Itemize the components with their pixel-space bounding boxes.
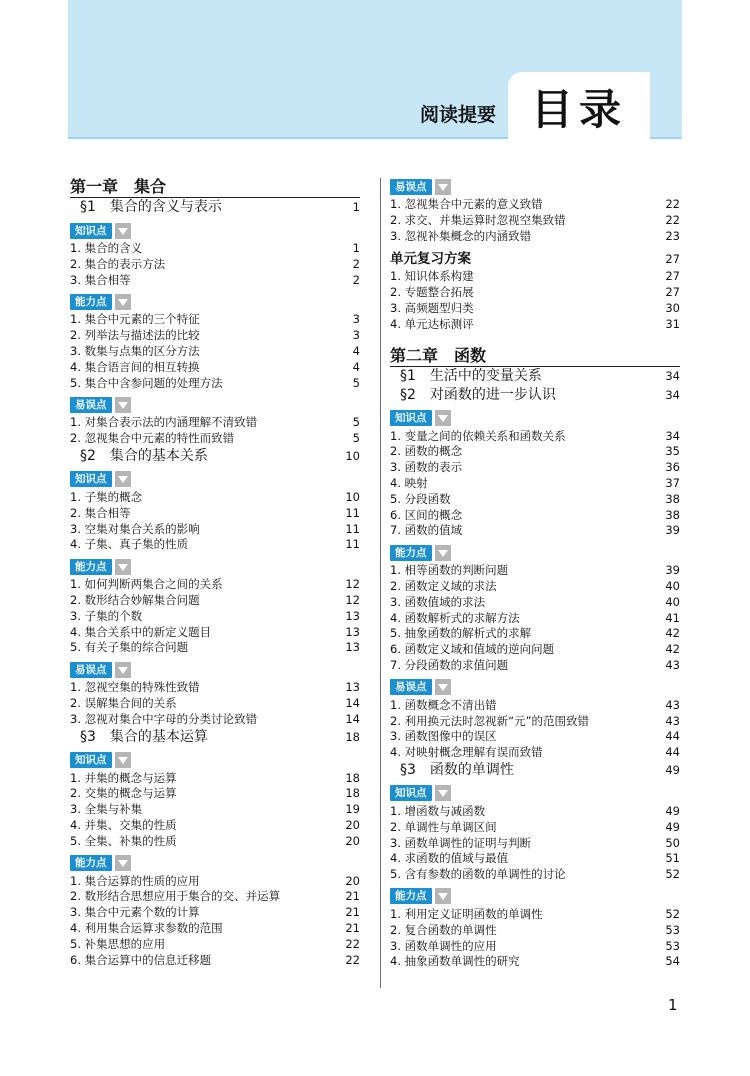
page-title: 目录 <box>530 85 627 134</box>
page-ref: 18 <box>345 770 360 785</box>
arrow-down-icon <box>115 397 131 413</box>
toc-entry[interactable] <box>390 285 680 301</box>
page-ref: 20 <box>345 833 360 848</box>
toc-entry[interactable] <box>70 506 360 522</box>
page-ref: 27 <box>665 269 680 284</box>
page-ref: 18 <box>345 729 360 744</box>
toc-entry-title: 3. 全集与补集 <box>70 802 143 817</box>
category-header <box>70 471 360 488</box>
toc-entry-title: 7. 函数的值域 <box>390 523 463 538</box>
category-header <box>390 178 680 195</box>
toc-entry-title: 2. 利用换元法时忽视新“元”的范围致错 <box>390 713 590 728</box>
category-badge: 知识点 <box>70 471 112 487</box>
arrow-down-icon <box>115 662 131 678</box>
section-title: §3 函数的单调性 <box>400 761 514 778</box>
toc-entry-title: 6. 函数定义域和值域的逆向问题 <box>390 642 555 657</box>
page-ref: 21 <box>345 920 360 935</box>
page-ref: 21 <box>345 905 360 920</box>
category-badge: 知识点 <box>70 223 112 239</box>
toc-entry[interactable] <box>70 625 360 641</box>
page-ref: 35 <box>665 444 680 459</box>
page-ref: 3 <box>352 328 360 343</box>
page-ref: 53 <box>665 938 680 953</box>
category-header <box>70 558 360 575</box>
toc-entry-title: 4. 子集、真子集的性质 <box>70 537 189 552</box>
toc-entry[interactable] <box>70 241 360 257</box>
category-header <box>70 752 360 769</box>
toc-entry[interactable] <box>70 415 360 431</box>
page-ref: 12 <box>345 577 360 592</box>
toc-entry[interactable] <box>70 874 360 890</box>
page-ref: 4 <box>352 359 360 374</box>
toc-entry-title: 1. 变量之间的依赖关系和函数关系 <box>390 428 566 443</box>
toc-entry-title: 4. 映射 <box>390 475 428 490</box>
toc-entry-title: 1. 相等函数的判断问题 <box>390 563 509 578</box>
toc-entry-title: 6. 集合运算中的信息迁移题 <box>70 952 212 967</box>
page-ref: 39 <box>665 563 680 578</box>
arrow-down-icon <box>435 679 451 695</box>
section-entry[interactable] <box>70 728 360 747</box>
page-ref: 42 <box>665 642 680 657</box>
toc-entry[interactable] <box>70 905 360 921</box>
toc-entry[interactable] <box>390 642 680 658</box>
toc-entry-title: 3. 数集与点集的区分方法 <box>70 343 200 358</box>
page-number: 1 <box>668 996 678 1014</box>
page-ref: 5 <box>352 431 360 446</box>
toc-entry-title: 7. 分段函数的求值问题 <box>390 657 509 672</box>
toc-entry[interactable] <box>70 953 360 969</box>
category-badge: 易误点 <box>390 179 432 195</box>
section-entry[interactable] <box>390 367 680 386</box>
page-ref: 10 <box>345 448 360 463</box>
toc-entry[interactable] <box>390 444 680 460</box>
category-badge: 知识点 <box>390 410 432 426</box>
toc-entry-title: 2. 列举法与描述法的比较 <box>70 328 200 343</box>
reading-guide-label: 阅读提要 <box>420 104 497 126</box>
toc-entry-title: 3. 集合相等 <box>70 272 131 287</box>
toc-entry[interactable] <box>70 431 360 447</box>
toc-entry[interactable] <box>70 344 360 360</box>
toc-entry-title: 3. 空集对集合关系的影响 <box>70 521 200 536</box>
page-ref: 1 <box>352 200 360 214</box>
page-ref: 38 <box>665 491 680 506</box>
page-ref: 52 <box>665 906 680 921</box>
page-ref: 30 <box>665 300 680 315</box>
toc-entry[interactable] <box>390 508 680 524</box>
page-ref: 43 <box>665 697 680 712</box>
category-badge: 能力点 <box>70 559 112 575</box>
chapter-title: 第二章 函数 <box>390 345 487 365</box>
toc-entry[interactable] <box>390 851 680 867</box>
toc-entry-title: 1. 函数概念不清出错 <box>390 697 497 712</box>
toc-entry-title: 3. 忽视对集合中字母的分类讨论致错 <box>70 711 258 726</box>
page-ref: 54 <box>665 954 680 969</box>
category-badge: 知识点 <box>70 752 112 768</box>
category-header <box>70 293 360 310</box>
toc-left-column <box>70 176 360 968</box>
page-ref: 43 <box>665 657 680 672</box>
category-badge: 易误点 <box>390 679 432 695</box>
page-ref: 43 <box>665 713 680 728</box>
toc-entry[interactable] <box>70 257 360 273</box>
category-header <box>390 544 680 561</box>
page-ref: 12 <box>345 592 360 607</box>
page-ref: 1 <box>352 241 360 255</box>
category-badge: 能力点 <box>390 888 432 904</box>
toc-entry[interactable] <box>70 490 360 506</box>
category-header <box>390 410 680 427</box>
toc-entry[interactable] <box>70 696 360 712</box>
toc-entry[interactable] <box>70 802 360 818</box>
toc-entry[interactable] <box>390 658 680 674</box>
toc-entry[interactable] <box>390 269 680 285</box>
toc-entry-title: 3. 函数值域的求法 <box>390 594 486 609</box>
category-header <box>390 679 680 696</box>
page-ref: 11 <box>345 505 360 520</box>
toc-entry[interactable] <box>390 301 680 317</box>
toc-entry-title: 2. 函数定义域的求法 <box>390 578 497 593</box>
toc-entry-title: 1. 集合的含义 <box>70 241 143 255</box>
page-ref: 49 <box>665 803 680 818</box>
toc-entry-title: 2. 数形结合思想应用于集合的交、并运算 <box>70 889 281 904</box>
toc-entry-title: 1. 知识体系构建 <box>390 269 474 284</box>
arrow-down-icon <box>435 545 451 561</box>
toc-entry-title: 3. 忽视补集概念的内涵致错 <box>390 228 532 243</box>
page-ref: 5 <box>352 415 360 430</box>
toc-entry-title: 5. 含有参数的函数的单调性的讨论 <box>390 867 566 882</box>
toc-entry-title: 4. 并集、交集的性质 <box>70 817 177 832</box>
toc-entry[interactable] <box>390 523 680 539</box>
toc-entry[interactable] <box>70 921 360 937</box>
section-entry[interactable] <box>70 447 360 466</box>
arrow-down-icon <box>115 855 131 871</box>
toc-entry-title: 4. 求函数的值域与最值 <box>390 851 509 866</box>
category-badge: 知识点 <box>390 785 432 801</box>
page-ref: 22 <box>665 212 680 227</box>
toc-entry[interactable] <box>390 229 680 245</box>
arrow-down-icon <box>115 294 131 310</box>
toc-entry-title: 3. 高频题型归类 <box>390 300 474 315</box>
page-ref: 22 <box>665 197 680 211</box>
toc-entry[interactable] <box>70 937 360 953</box>
toc-entry-title: 4. 集合语言间的相互转换 <box>70 359 200 374</box>
toc-entry[interactable] <box>390 563 680 579</box>
arrow-down-icon <box>435 179 451 195</box>
category-badge: 能力点 <box>390 545 432 561</box>
toc-entry-title: 4. 单元达标测评 <box>390 316 474 331</box>
toc-entry[interactable] <box>70 818 360 834</box>
chapter-heading[interactable] <box>390 345 680 367</box>
toc-entry[interactable] <box>390 714 680 730</box>
section-entry[interactable] <box>390 761 680 780</box>
toc-entry-title: 1. 子集的概念 <box>70 489 143 504</box>
section-title: §1 生活中的变量关系 <box>400 367 542 384</box>
toc-entry-title: 5. 集合中含参问题的处理方法 <box>70 375 223 390</box>
toc-entry[interactable] <box>70 537 360 553</box>
toc-right-column <box>390 176 680 970</box>
page-ref: 14 <box>345 695 360 710</box>
toc-entry[interactable] <box>390 867 680 883</box>
unit-review-title: 单元复习方案 <box>390 251 471 268</box>
page-ref: 13 <box>345 624 360 639</box>
arrow-down-icon <box>115 559 131 575</box>
toc-entry-title: 3. 子集的个数 <box>70 608 143 623</box>
unit-review-heading[interactable] <box>390 250 680 269</box>
page-ref: 44 <box>665 729 680 744</box>
toc-entry[interactable] <box>390 429 680 445</box>
page-ref: 49 <box>665 762 680 777</box>
toc-entry[interactable] <box>390 954 680 970</box>
page-ref: 36 <box>665 460 680 475</box>
toc-entry-title: 2. 复合函数的单调性 <box>390 922 497 937</box>
toc-entry-title: 2. 单调性与单调区间 <box>390 819 497 834</box>
category-badge: 易误点 <box>70 662 112 678</box>
page-ref: 21 <box>345 889 360 904</box>
category-header <box>390 888 680 905</box>
toc-entry-title: 4. 抽象函数单调性的研究 <box>390 954 520 969</box>
page-ref: 14 <box>345 711 360 726</box>
page-ref: 27 <box>665 285 680 300</box>
toc-entry-title: 2. 求交、并集运算时忽视空集致错 <box>390 212 566 227</box>
page-ref: 52 <box>665 867 680 882</box>
toc-entry-title: 3. 函数的表示 <box>390 460 463 475</box>
toc-entry[interactable] <box>70 609 360 625</box>
toc-entry-title: 1. 利用定义证明函数的单调性 <box>390 906 543 921</box>
page-ref: 11 <box>345 521 360 536</box>
toc-entry-title: 2. 函数的概念 <box>390 444 463 459</box>
toc-entry[interactable] <box>70 522 360 538</box>
toc-entry[interactable] <box>70 786 360 802</box>
page-ref: 40 <box>665 578 680 593</box>
page-ref: 50 <box>665 835 680 850</box>
category-badge: 易误点 <box>70 397 112 413</box>
page-ref: 51 <box>665 851 680 866</box>
toc-entry[interactable] <box>390 745 680 761</box>
section-title: §2 对函数的进一步认识 <box>400 386 556 403</box>
toc-entry-title: 1. 增函数与减函数 <box>390 803 486 818</box>
section-entry[interactable] <box>70 198 360 217</box>
toc-entry-title: 1. 集合中元素的三个特征 <box>70 312 200 327</box>
section-title: §2 集合的基本关系 <box>80 447 208 464</box>
toc-entry[interactable] <box>390 492 680 508</box>
page-ref: 13 <box>345 608 360 623</box>
page-ref: 13 <box>345 680 360 695</box>
toc-entry-title: 3. 函数单调性的应用 <box>390 938 497 953</box>
toc-entry[interactable] <box>390 923 680 939</box>
page-ref: 19 <box>345 802 360 817</box>
page-ref: 23 <box>665 228 680 243</box>
toc-entry[interactable] <box>70 640 360 656</box>
toc-entry-title: 5. 补集思想的应用 <box>70 936 166 951</box>
toc-entry-title: 2. 数形结合妙解集合问题 <box>70 592 200 607</box>
category-header <box>70 396 360 413</box>
toc-entry[interactable] <box>390 579 680 595</box>
section-title: §3 集合的基本运算 <box>80 728 208 745</box>
page-ref: 41 <box>665 610 680 625</box>
page-ref: 22 <box>345 936 360 951</box>
toc-entry[interactable] <box>70 593 360 609</box>
page-ref: 34 <box>665 387 680 402</box>
toc-entry-title: 4. 利用集合运算求参数的范围 <box>70 920 223 935</box>
toc-entry[interactable] <box>390 907 680 923</box>
toc-entry-title: 2. 集合的表示方法 <box>70 256 166 271</box>
page-ref: 34 <box>665 368 680 383</box>
toc-entry[interactable] <box>70 712 360 728</box>
section-entry[interactable] <box>390 386 680 405</box>
toc-entry[interactable] <box>70 834 360 850</box>
page-ref: 2 <box>352 256 360 271</box>
toc-entry-title: 2. 忽视集合中元素的特性而致错 <box>70 431 235 446</box>
toc-entry-title: 4. 对映射概念理解有误而致错 <box>390 745 543 760</box>
toc-entry[interactable] <box>70 376 360 392</box>
toc-entry-title: 5. 有关子集的综合问题 <box>70 640 189 655</box>
toc-entry-title: 2. 误解集合间的关系 <box>70 695 177 710</box>
page-ref: 2 <box>352 272 360 287</box>
toc-entry[interactable] <box>390 476 680 492</box>
toc-entry[interactable] <box>390 836 680 852</box>
page-ref: 27 <box>665 252 680 267</box>
page-ref: 20 <box>345 817 360 832</box>
toc-entry-title: 6. 区间的概念 <box>390 507 463 522</box>
arrow-down-icon <box>435 888 451 904</box>
arrow-down-icon <box>115 471 131 487</box>
title-box <box>508 72 650 142</box>
page-ref: 38 <box>665 507 680 522</box>
toc-entry[interactable] <box>390 197 680 213</box>
toc-entry[interactable] <box>70 680 360 696</box>
page-ref: 40 <box>665 594 680 609</box>
toc-entry-title: 1. 如何判断两集合之间的关系 <box>70 577 223 592</box>
toc-entry-title: 2. 专题整合拓展 <box>390 285 474 300</box>
chapter-title: 第一章 集合 <box>70 177 167 196</box>
toc-entry-title: 1. 对集合表示法的内涵理解不清致错 <box>70 415 258 430</box>
toc-entry-title: 4. 函数解析式的求解方法 <box>390 610 520 625</box>
page-ref: 4 <box>352 343 360 358</box>
page-ref: 20 <box>345 873 360 888</box>
page-ref: 44 <box>665 745 680 760</box>
category-badge: 能力点 <box>70 294 112 310</box>
page-ref: 39 <box>665 523 680 538</box>
toc-entry-title: 3. 集合中元素个数的计算 <box>70 905 200 920</box>
page-ref: 11 <box>345 537 360 552</box>
toc-entry[interactable] <box>390 820 680 836</box>
toc-entry-title: 1. 并集的概念与运算 <box>70 770 177 785</box>
toc-entry-title: 2. 集合相等 <box>70 505 131 520</box>
toc-entry[interactable] <box>390 460 680 476</box>
page-ref: 13 <box>345 640 360 655</box>
toc-entry[interactable] <box>390 611 680 627</box>
toc-entry[interactable] <box>70 360 360 376</box>
toc-entry[interactable] <box>390 626 680 642</box>
page-ref: 42 <box>665 626 680 641</box>
page-ref: 37 <box>665 475 680 490</box>
arrow-down-icon <box>115 223 131 239</box>
toc-entry[interactable] <box>390 729 680 745</box>
toc-entry[interactable] <box>70 889 360 905</box>
arrow-down-icon <box>435 410 451 426</box>
page-ref: 18 <box>345 786 360 801</box>
toc-entry[interactable] <box>390 595 680 611</box>
category-header <box>70 222 360 239</box>
category-header <box>70 855 360 872</box>
section-title: §1 集合的含义与表示 <box>80 199 222 215</box>
toc-entry-title: 1. 忽视集合中元素的意义致错 <box>390 197 543 211</box>
arrow-down-icon <box>435 785 451 801</box>
toc-entry-title: 3. 函数图像中的误区 <box>390 729 497 744</box>
toc-entry-title: 4. 集合关系中的新定义题目 <box>70 624 212 639</box>
toc-entry[interactable] <box>70 771 360 787</box>
page-ref: 31 <box>665 316 680 331</box>
toc-entry[interactable] <box>70 312 360 328</box>
category-header <box>390 785 680 802</box>
page-ref: 10 <box>345 489 360 504</box>
page-ref: 3 <box>352 312 360 327</box>
toc-entry[interactable] <box>390 939 680 955</box>
page-ref: 5 <box>352 375 360 390</box>
toc-entry[interactable] <box>390 213 680 229</box>
toc-entry[interactable] <box>390 698 680 714</box>
toc-entry-title: 1. 忽视空集的特殊性致错 <box>70 680 200 695</box>
page-ref: 49 <box>665 819 680 834</box>
column-divider <box>380 178 381 988</box>
toc-entry[interactable] <box>390 804 680 820</box>
chapter-heading[interactable] <box>70 176 360 198</box>
toc-entry[interactable] <box>70 328 360 344</box>
toc-entry-title: 5. 分段函数 <box>390 491 451 506</box>
toc-entry-title: 5. 抽象函数的解析式的求解 <box>390 626 532 641</box>
toc-entry[interactable] <box>70 577 360 593</box>
category-badge: 能力点 <box>70 855 112 871</box>
arrow-down-icon <box>115 752 131 768</box>
toc-entry-title: 1. 集合运算的性质的应用 <box>70 873 200 888</box>
category-header <box>70 661 360 678</box>
toc-entry-title: 2. 交集的概念与运算 <box>70 786 177 801</box>
toc-entry[interactable] <box>390 317 680 333</box>
page-ref: 53 <box>665 922 680 937</box>
toc-entry-title: 5. 全集、补集的性质 <box>70 833 177 848</box>
toc-entry-title: 3. 函数单调性的证明与判断 <box>390 835 532 850</box>
toc-entry[interactable] <box>70 273 360 289</box>
page-ref: 34 <box>665 428 680 443</box>
page-ref: 22 <box>345 952 360 967</box>
